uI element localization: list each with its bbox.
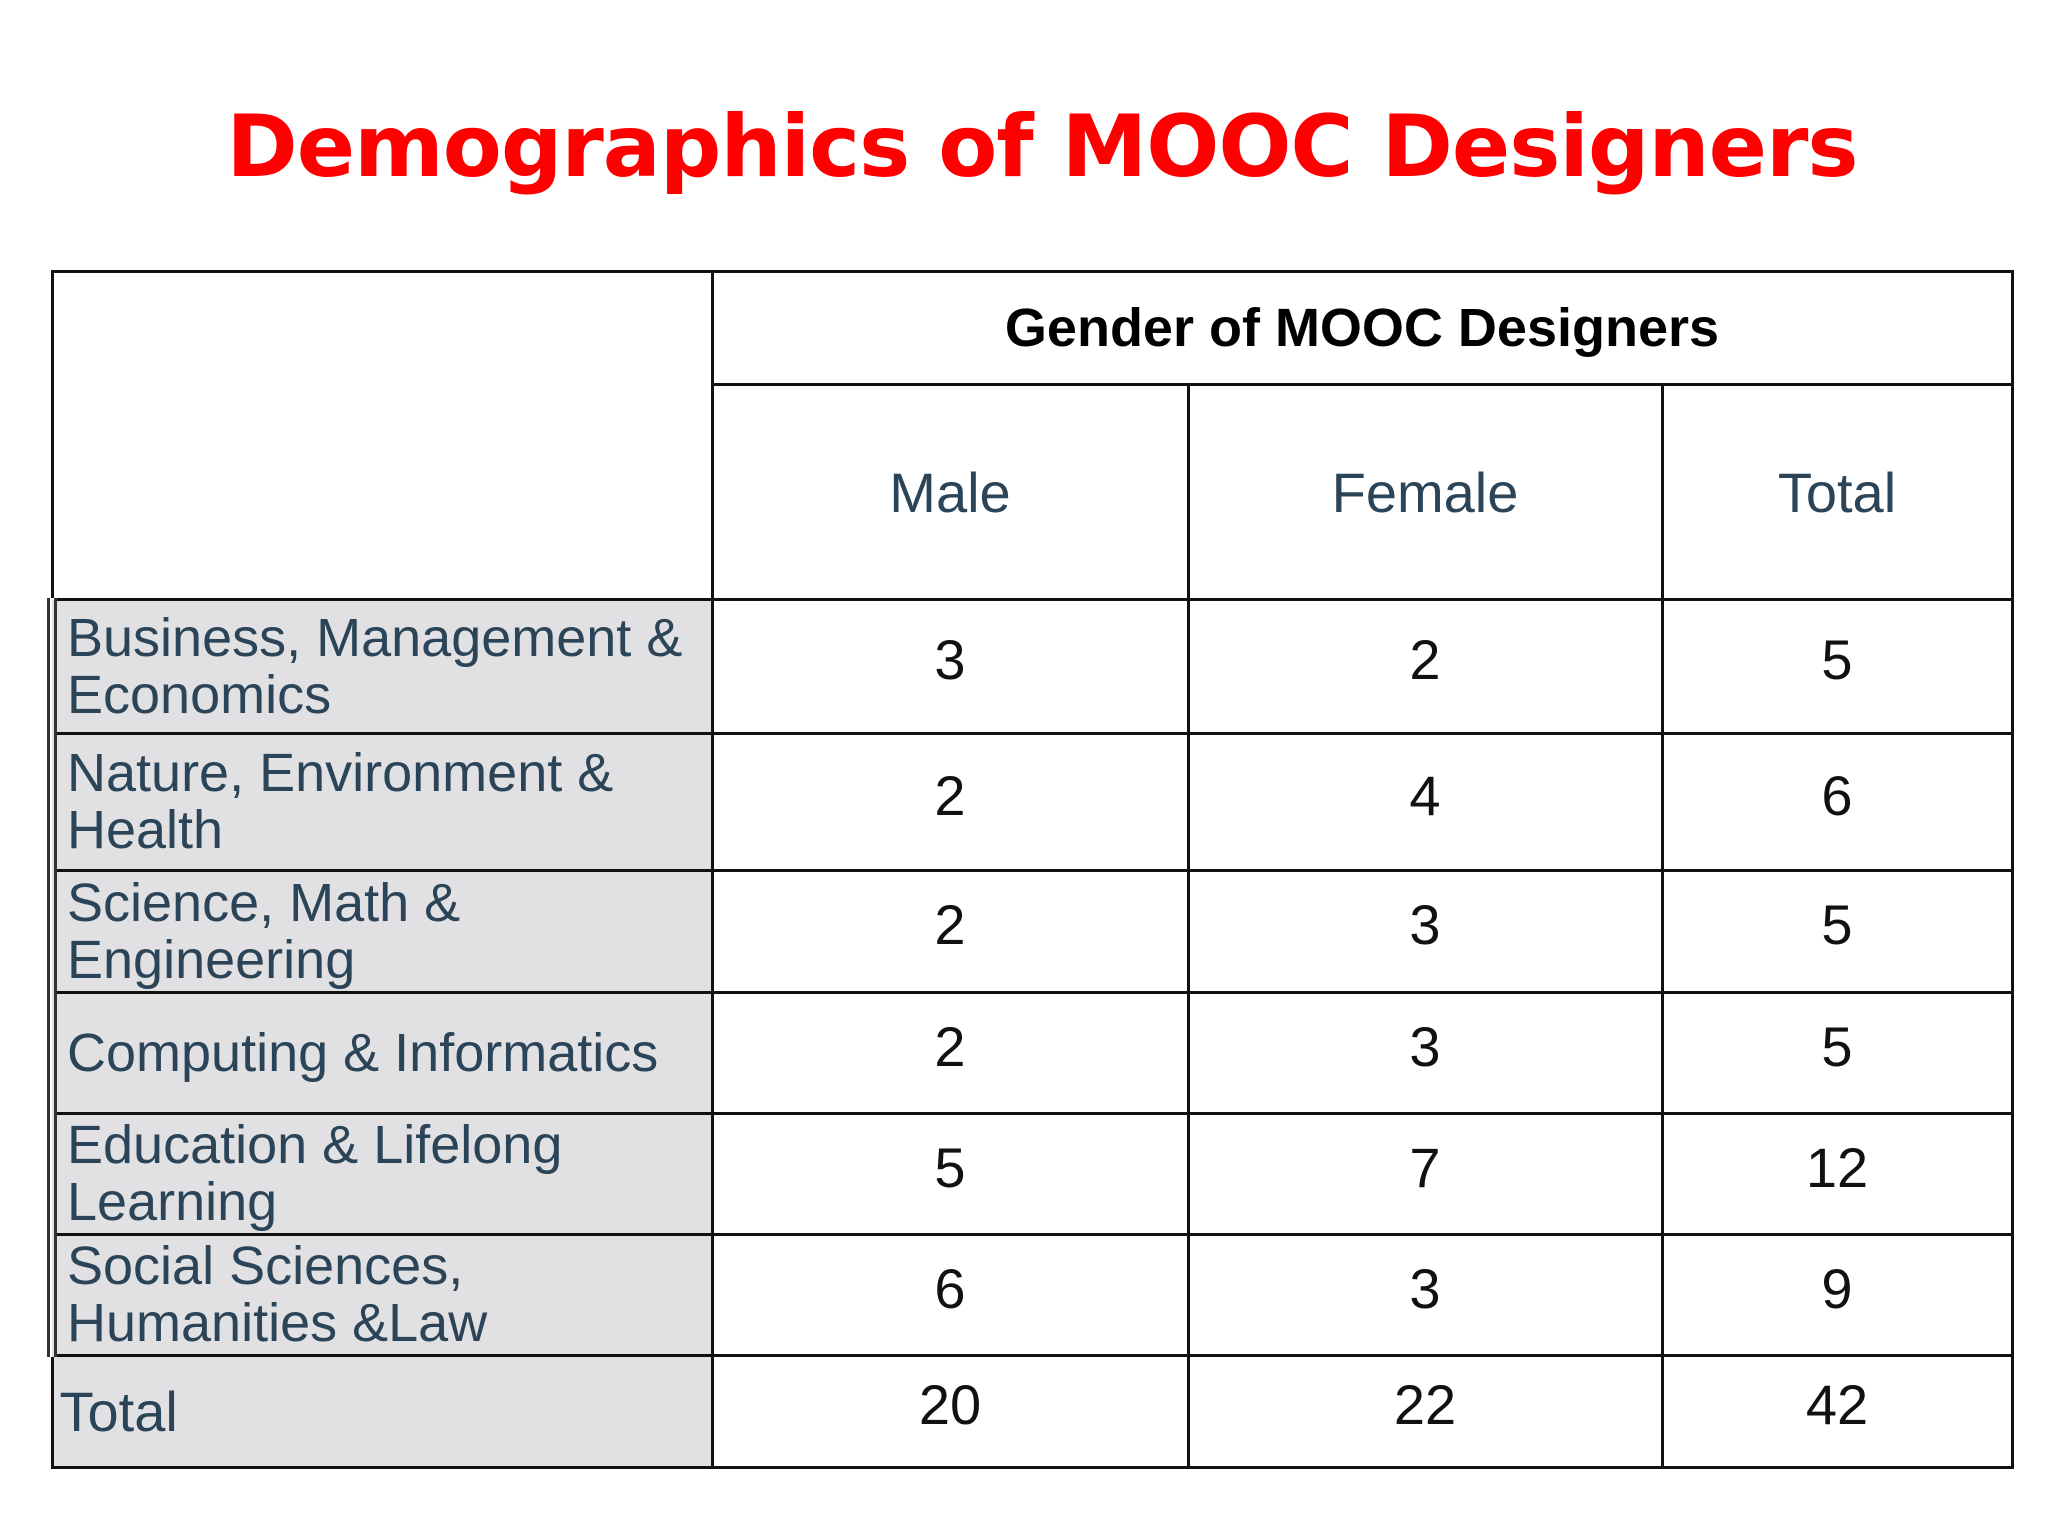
cell-male: 2 <box>712 871 1188 993</box>
cell-male: 5 <box>712 1114 1188 1235</box>
table-row <box>52 993 2012 1114</box>
cell-total: 5 <box>1662 871 2012 993</box>
cell-male: 6 <box>712 1235 1188 1356</box>
cell-female: 2 <box>1188 600 1662 734</box>
cell-female: 3 <box>1188 871 1662 993</box>
row-label: Computing & Informatics <box>52 993 712 1114</box>
row-label: Social Sciences, Humanities &Law <box>52 1235 712 1356</box>
row-label: Education & Lifelong Learning <box>52 1114 712 1235</box>
cell-male: 2 <box>712 734 1188 871</box>
table-total-row <box>52 1356 2012 1468</box>
gender-group-header: Gender of MOOC Designers <box>712 272 2012 385</box>
cell-total: 5 <box>1662 993 2012 1114</box>
cell-female: 7 <box>1188 1114 1662 1235</box>
cell-female: 3 <box>1188 1235 1662 1356</box>
total-total: 42 <box>1662 1356 2012 1468</box>
table-row <box>52 1114 2012 1235</box>
table-row <box>52 734 2012 871</box>
cell-female: 3 <box>1188 993 1662 1114</box>
cell-total: 5 <box>1662 600 2012 734</box>
table-header-row-group <box>52 272 2012 385</box>
cell-total: 9 <box>1662 1235 2012 1356</box>
slide-title: Demographics of MOOC Designers <box>226 97 1858 197</box>
cell-male: 2 <box>712 993 1188 1114</box>
table-row <box>52 600 2012 734</box>
column-header-total: Total <box>1662 385 2012 600</box>
cell-total: 12 <box>1662 1114 2012 1235</box>
table-row <box>52 1235 2012 1356</box>
total-male: 20 <box>712 1356 1188 1468</box>
row-label: Business, Management & Economics <box>52 600 712 734</box>
table-corner-cell <box>52 272 712 600</box>
total-female: 22 <box>1188 1356 1662 1468</box>
cell-male: 3 <box>712 600 1188 734</box>
row-label: Science, Math & Engineering <box>52 871 712 993</box>
total-row-label: Total <box>52 1356 712 1468</box>
column-header-male: Male <box>712 385 1188 600</box>
row-label: Nature, Environment & Health <box>52 734 712 871</box>
demographics-table <box>47 270 2014 1469</box>
column-header-female: Female <box>1188 385 1662 600</box>
cell-total: 6 <box>1662 734 2012 871</box>
cell-female: 4 <box>1188 734 1662 871</box>
table-row <box>52 871 2012 993</box>
